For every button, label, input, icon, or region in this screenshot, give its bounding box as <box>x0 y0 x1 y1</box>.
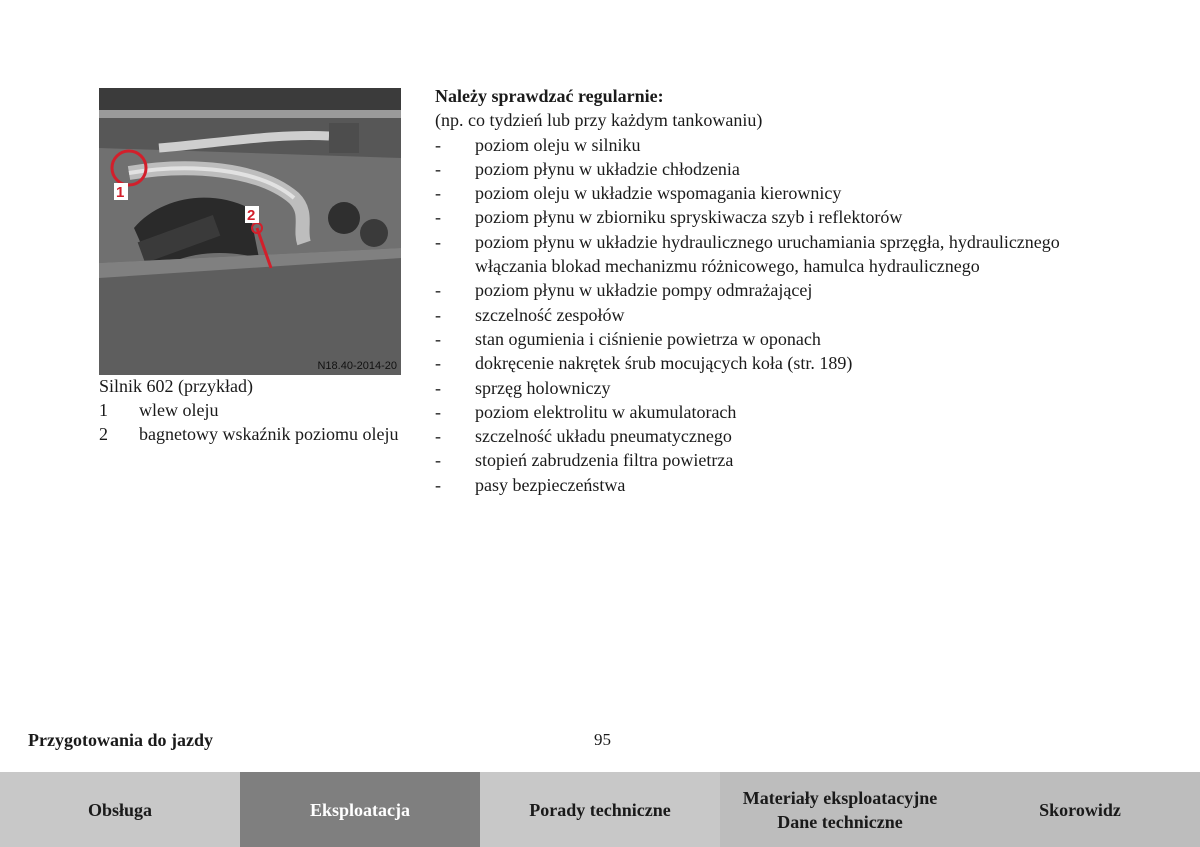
list-item-text: dokręcenie nakrętek śrub mocujących koła (str. 189) <box>475 353 853 374</box>
list-dash: - <box>435 426 441 447</box>
list-item <box>435 230 1075 279</box>
list-dash: - <box>435 401 441 422</box>
list-item-text: szczelność zespołów <box>475 304 625 325</box>
list-item-text: sprzęg holowniczy <box>475 377 611 398</box>
caption-item-text: wlew oleju <box>139 400 219 420</box>
list-dash: - <box>435 207 441 228</box>
tab-obsluga[interactable]: Obsługa <box>0 772 240 847</box>
list-item-text: poziom elektrolitu w akumulatorach <box>475 401 737 422</box>
list-dash: - <box>435 134 441 155</box>
list-item <box>435 448 1075 472</box>
list-item <box>435 181 1075 205</box>
list-item <box>435 303 1075 327</box>
caption-title: Silnik 602 (przykład) <box>99 376 253 396</box>
list-dash: - <box>435 328 441 349</box>
caption-item <box>99 398 399 422</box>
list-item-text: poziom płynu w układzie chłodzenia <box>475 158 740 179</box>
list-item <box>435 327 1075 351</box>
engine-photo <box>99 88 401 375</box>
list-item <box>435 205 1075 229</box>
list-dash: - <box>435 158 441 179</box>
list-dash: - <box>435 450 441 471</box>
photo-marker-1: 1 <box>116 184 125 201</box>
list-dash: - <box>435 377 441 398</box>
tab-skorowidz[interactable]: Skorowidz <box>960 772 1200 847</box>
checklist-heading: Należy sprawdzać regularnie: <box>435 86 664 106</box>
checklist-section <box>435 84 1075 497</box>
list-dash: - <box>435 474 441 495</box>
list-item <box>435 351 1075 375</box>
caption-item-number: 1 <box>99 400 108 420</box>
list-item <box>435 278 1075 302</box>
list-dash: - <box>435 231 441 252</box>
page-number: 95 <box>594 730 611 749</box>
list-item <box>435 133 1075 157</box>
list-item <box>435 473 1075 497</box>
caption-item <box>99 422 399 446</box>
list-item <box>435 424 1075 448</box>
figure-code: N18.40-2014-20 <box>317 360 397 372</box>
tab-eksploatacja[interactable]: Eksploatacja <box>240 772 480 847</box>
list-item-text: poziom oleju w układzie wspomagania kierownicy <box>475 183 842 204</box>
list-dash: - <box>435 183 441 204</box>
list-item-text: szczelność układu pneumatycznego <box>475 426 732 447</box>
list-dash: - <box>435 304 441 325</box>
caption-item-text: bagnetowy wskaźnik poziomu oleju <box>139 424 399 444</box>
list-item <box>435 400 1075 424</box>
engine-illustration <box>99 88 401 375</box>
list-item <box>435 157 1075 181</box>
list-dash: - <box>435 280 441 301</box>
list-item-text: pasy bezpieczeństwa <box>475 474 626 495</box>
list-item <box>435 376 1075 400</box>
list-dash: - <box>435 353 441 374</box>
list-item-text: poziom oleju w silniku <box>475 134 641 155</box>
tab-materialy-dane[interactable]: Materiały eksploatacyjne Dane techniczne <box>720 772 960 847</box>
section-title: Przygotowania do jazdy <box>28 730 213 750</box>
checklist-subheading: (np. co tydzień lub przy każdym tankowaniu) <box>435 110 763 131</box>
list-item-text: poziom płynu w układzie hydraulicznego uruchamiania sprzęgła, hydraulicznego włączania blokad mechanizmu różnicowego, hamulca hydraulicznego <box>475 231 1060 277</box>
checklist <box>435 133 1075 497</box>
list-item-text: poziom płynu w zbiorniku spryskiwacza szyb i reflektorów <box>475 207 903 228</box>
chapter-tabs <box>0 772 1200 847</box>
list-item-text: stopień zabrudzenia filtra powietrza <box>475 450 734 471</box>
figure-caption <box>99 374 399 446</box>
caption-item-number: 2 <box>99 424 108 444</box>
list-item-text: poziom płynu w układzie pompy odmrażającej <box>475 280 813 301</box>
list-item-text: stan ogumienia i ciśnienie powietrza w oponach <box>475 328 821 349</box>
tab-porady-techniczne[interactable]: Porady techniczne <box>480 772 720 847</box>
photo-marker-2: 2 <box>247 207 256 224</box>
